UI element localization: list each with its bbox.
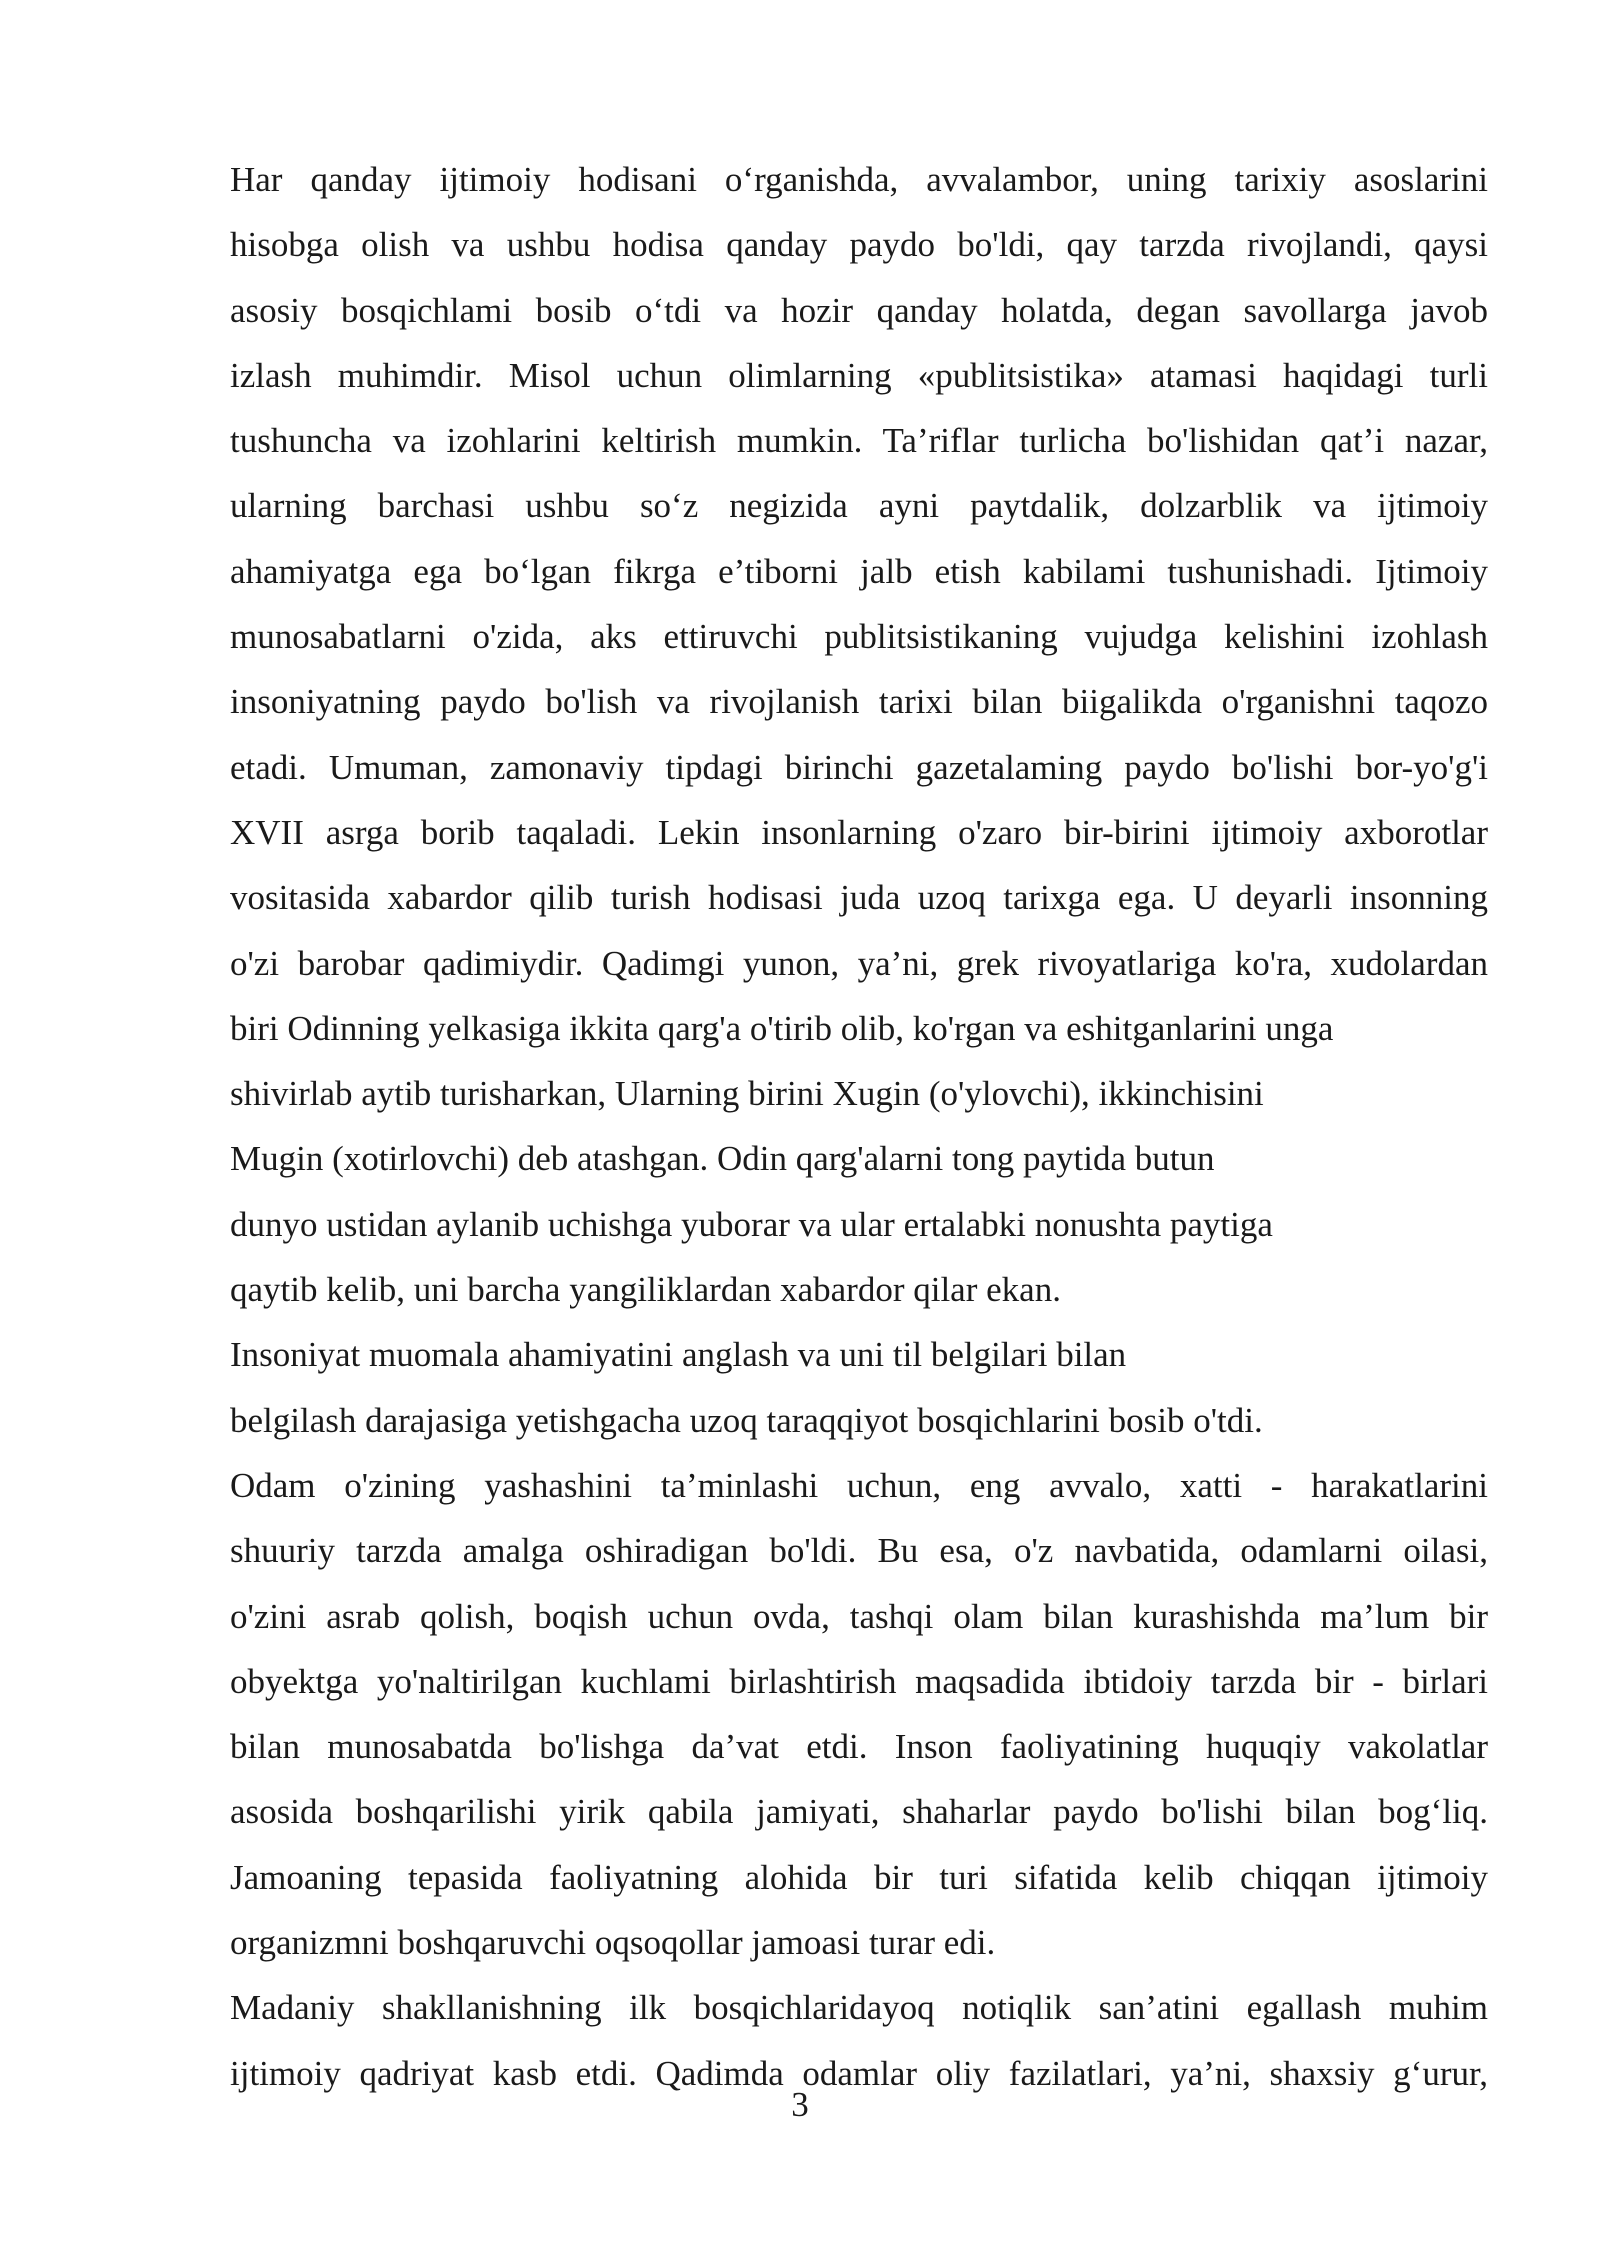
text-line: asosiy bosqichlami bosib o‘tdi va hozir qanday holatda, degan savollarga javob <box>230 290 1488 330</box>
text-line: o'zi barobar qadimiydir. Qadimgi yunon, ya’ni, grek rivoyatlariga ko'ra, xudolardan <box>230 943 1488 983</box>
text-line: asosida boshqarilishi yirik qabila jamiyati, shaharlar paydo bo'lishi bilan bog‘liq. <box>230 1792 1488 1832</box>
text-line: etadi. Umuman, zamonaviy tipdagi birinchi gazetalaming paydo bo'lishi bor-yo'g'i <box>230 747 1488 787</box>
text-line: hisobga olish va ushbu hodisa qanday paydo bo'ldi, qay tarzda rivojlandi, qaysi <box>230 225 1488 265</box>
text-line: belgilash darajasiga yetishgacha uzoq taraqqiyot bosqichlarini bosib o'tdi. <box>230 1400 1263 1440</box>
page-number: 3 <box>791 2085 809 2124</box>
text-line: bilan munosabatda bo'lishga da’vat etdi. Inson faoliyatining huquqiy vakolatlar <box>230 1727 1488 1767</box>
text-line: Insoniyat muomala ahamiyatini anglash va uni til belgilari bilan <box>230 1335 1127 1375</box>
text-line: ahamiyatga ega bo‘lgan fikrga e’tiborni jalb etish kabilami tushunishadi. Ijtimoiy <box>230 551 1488 591</box>
text-line: o'zini asrab qolish, boqish uchun ovda, tashqi olam bilan kurashishda ma’lum bir <box>230 1596 1488 1636</box>
text-line: obyektga yo'naltirilgan kuchlami birlashtirish maqsadida ibtidoiy tarzda bir - birlari <box>230 1661 1488 1701</box>
text-line: shivirlab aytib turisharkan, Ularning birini Xugin (o'ylovchi), ikkinchisini <box>230 1074 1264 1114</box>
text-line: organizmni boshqaruvchi oqsoqollar jamoasi turar edi. <box>230 1923 996 1963</box>
text-line: ijtimoiy qadriyat kasb etdi. Qadimda odamlar oliy fazilatlari, ya’ni, shaxsiy g‘urur, <box>230 2053 1488 2093</box>
text-line: ularning barchasi ushbu so‘z negizida ayni paytdalik, dolzarblik va ijtimoiy <box>230 486 1488 526</box>
text-line: tushuncha va izohlarini keltirish mumkin. Ta’riflar turlicha bo'lishidan qat’i nazar, <box>230 421 1488 461</box>
text-line: Har qanday ijtimoiy hodisani o‘rganishda, avvalambor, uning tarixiy asoslarini <box>230 160 1488 199</box>
text-line: Madaniy shakllanishning ilk bosqichlaridayoq notiqlik san’atini egallash muhim <box>230 1988 1488 2028</box>
text-line: shuuriy tarzda amalga oshiradigan bo'ldi. Bu esa, o'z navbatida, odamlarni oilasi, <box>230 1531 1488 1571</box>
text-line: dunyo ustidan aylanib uchishga yuborar va ular ertalabki nonushta paytiga <box>230 1204 1273 1244</box>
text-line: XVII asrga borib taqaladi. Lekin insonlarning o'zaro bir-birini ijtimoiy axborotlar <box>230 812 1488 852</box>
body-text <box>230 147 1488 2106</box>
text-line: izlash muhimdir. Misol uchun olimlarning «publitsistika» atamasi haqidagi turli <box>230 355 1488 395</box>
text-line: vositasida xabardor qilib turish hodisasi juda uzoq tarixga ega. U deyarli insonning <box>230 878 1488 918</box>
text-line: Mugin (xotirlovchi) deb atashgan. Odin qarg'alarni tong paytida butun <box>230 1139 1215 1179</box>
text-line: Odam o'zining yashashini ta’minlashi uchun, eng avvalo, xatti - harakatlarini <box>230 1465 1488 1505</box>
text-line: Jamoaning tepasida faoliyatning alohida bir turi sifatida kelib chiqqan ijtimoiy <box>230 1857 1488 1897</box>
text-line: qaytib kelib, uni barcha yangiliklardan xabardor qilar ekan. <box>230 1270 1061 1310</box>
text-line: insoniyatning paydo bo'lish va rivojlanish tarixi bilan biigalikda o'rganishni taqozo <box>230 682 1488 722</box>
text-line: munosabatlarni o'zida, aks ettiruvchi publitsistikaning vujudga kelishini izohlash <box>230 617 1488 657</box>
text-line: biri Odinning yelkasiga ikkita qarg'a o'tirib olib, ko'rgan va eshitganlarini unga <box>230 1008 1334 1048</box>
